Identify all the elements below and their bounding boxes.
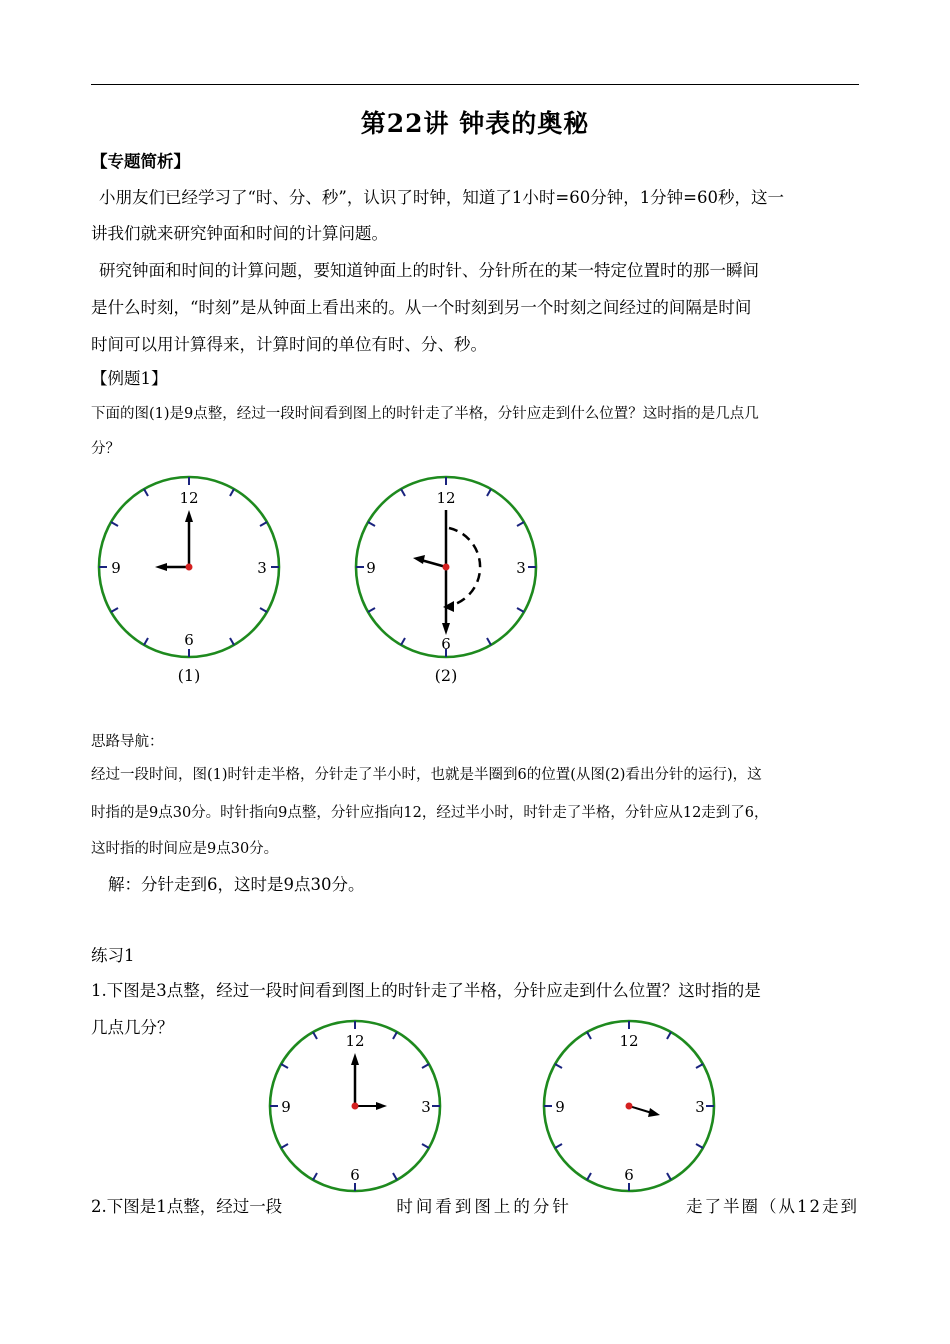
intro-line-2: 讲我们就来研究钟面和时间的计算问题。 [91, 224, 388, 243]
numeral-12: 12 [179, 489, 199, 507]
numeral-3: 3 [257, 559, 267, 577]
example-line-1: 下面的图(1)是9点整，经过一段时间看到图上的时针走了半格，分针应走到什么位置？这时指的是几点几 [91, 406, 759, 422]
hint-line-3: 这时指的时间应是9点30分。 [91, 841, 279, 857]
practice-heading: 练习1 [91, 946, 135, 965]
numeral-6: 6 [441, 635, 451, 653]
clock-center [443, 564, 450, 571]
numeral-9: 9 [281, 1098, 291, 1116]
clock-center [352, 1103, 359, 1110]
intro-line-1: 小朋友们已经学习了“时、分、秒”，认识了时钟，知道了1小时=60分钟，1分钟=60秒，这一 [99, 188, 785, 207]
practice-clock-a [268, 1019, 442, 1193]
question-2-part-2: 时间看到图上的分针 [396, 1197, 572, 1216]
example-heading: 【例题1】 [91, 369, 168, 388]
caption-fig-1: (1) [177, 666, 201, 685]
intro-line-3: 研究钟面和时间的计算问题，要知道钟面上的时针、分针所在的某一特定位置时的那一瞬间 [99, 261, 759, 280]
question-1-line-1: 1.下图是3点整，经过一段时间看到图上的时针走了半格，分针应走到什么位置？这时指的是 [91, 981, 761, 1000]
example-line-2: 分？ [91, 441, 120, 457]
caption-fig-2: (2) [434, 666, 458, 685]
numeral-3: 3 [516, 559, 526, 577]
intro-line-5: 时间可以用计算得来，计算时间的单位有时、分、秒。 [91, 335, 487, 354]
solution-text: 解：分针走到6，这时是9点30分。 [108, 875, 365, 894]
question-2-line [91, 1193, 859, 1217]
clock-center [186, 564, 193, 571]
numeral-9: 9 [555, 1098, 565, 1116]
question-1-line-2: 几点几分？ [91, 1018, 174, 1037]
question-2-part-3: 走了半圈（从12走到 [686, 1197, 859, 1216]
practice-clock-b [542, 1019, 716, 1193]
numeral-9: 9 [366, 559, 376, 577]
header-rule [91, 84, 859, 85]
hint-line-2: 时指的是9点30分。时针指向9点整，分针应指向12，经过半小时，时针走了半格，分针应从12走到了6， [91, 805, 769, 821]
clock-figure-2 [353, 474, 539, 660]
numeral-3: 3 [421, 1098, 431, 1116]
page-title: 第22讲 钟表的奥秘 [360, 109, 590, 138]
numeral-12: 12 [436, 489, 456, 507]
question-2-part-1: 2.下图是1点整，经过一段 [91, 1197, 283, 1216]
numeral-6: 6 [624, 1166, 634, 1184]
section-intro-heading: 【专题简析】 [91, 152, 190, 171]
numeral-3: 3 [695, 1098, 705, 1116]
numeral-12: 12 [345, 1032, 365, 1050]
numeral-9: 9 [111, 559, 121, 577]
clock-center [626, 1103, 633, 1110]
hint-line-1: 经过一段时间，图(1)时针走半格，分针走了半小时，也就是半圈到6的位置(从图(2)看出分针的运行)，这 [91, 767, 762, 783]
numeral-12: 12 [619, 1032, 639, 1050]
clock-figure-1 [96, 474, 282, 660]
numeral-6: 6 [184, 631, 194, 649]
hint-heading: 思路导航： [91, 734, 164, 750]
intro-line-4: 是什么时刻，“时刻”是从钟面上看出来的。从一个时刻到另一个时刻之间经过的间隔是时间 [91, 298, 752, 317]
numeral-6: 6 [350, 1166, 360, 1184]
